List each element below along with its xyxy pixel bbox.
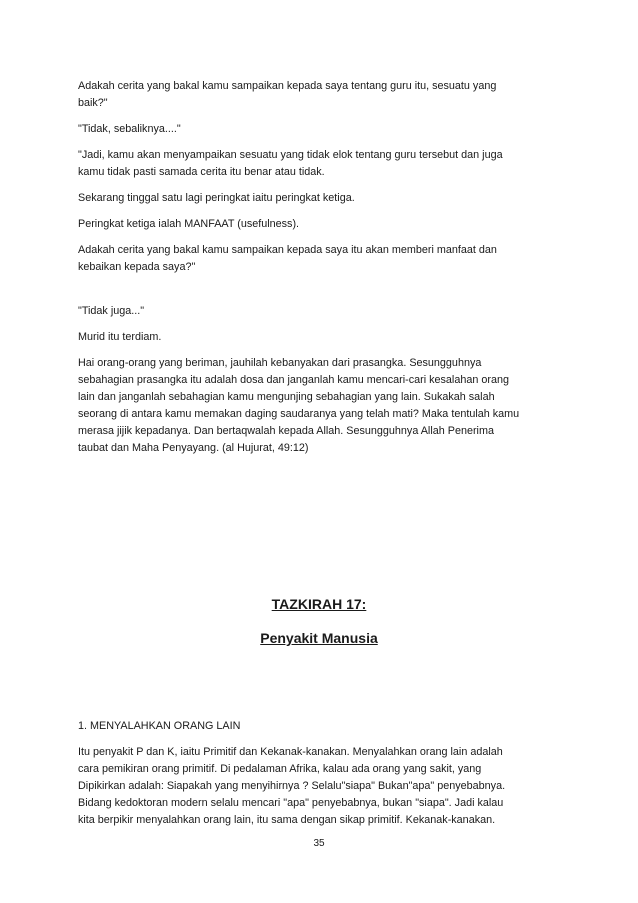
paragraph	[78, 242, 562, 276]
paragraph	[78, 744, 562, 829]
paragraph	[78, 355, 562, 457]
paragraph	[78, 718, 562, 735]
section-middle	[78, 303, 562, 457]
paragraph	[78, 303, 562, 320]
text-line: "Tidak juga..."	[78, 305, 145, 317]
paragraph	[78, 121, 562, 138]
page-number: 35	[313, 838, 325, 849]
paragraph	[78, 147, 562, 181]
text-line: Adakah cerita yang bakal kamu sampaikan kepada saya tentang guru itu, sesuatu yang	[78, 80, 497, 92]
text-line: Bidang kedoktoran modern selalu mencari "apa" penyebabnya, bukan "siapa". Jadi kalau	[78, 797, 504, 809]
text-line: Sekarang tinggal satu lagi peringkat iaitu peringkat ketiga.	[78, 192, 355, 204]
paragraph	[78, 329, 562, 346]
heading-block	[0, 596, 638, 646]
text-line: 1. MENYALAHKAN ORANG LAIN	[78, 720, 241, 732]
heading-subtitle: Penyakit Manusia	[260, 630, 378, 646]
text-line: taubat dan Maha Penyayang. (al Hujurat, 49:12)	[78, 442, 309, 454]
text-line: sebahagian prasangka itu adalah dosa dan janganlah kamu mencari-cari kesalahan orang	[78, 374, 509, 386]
text-line: Peringkat ketiga ialah MANFAAT (usefulness).	[78, 218, 300, 230]
text-line: kita berpikir menyalahkan orang lain, itu sama dengan sikap primitif. Kekanak-kanakan.	[78, 814, 496, 826]
text-line: kebaikan kepada saya?"	[78, 261, 196, 273]
text-line: Adakah cerita yang bakal kamu sampaikan kepada saya itu akan memberi manfaat dan	[78, 244, 497, 256]
paragraph	[78, 78, 562, 112]
heading-title: TAZKIRAH 17:	[271, 596, 367, 612]
text-line: lain dan janganlah sebahagian kamu mengunjing sebahagian yang lain. Sukakah salah	[78, 391, 495, 403]
text-line: seorang di antara kamu memakan daging saudaranya yang telah mati? Maka tentulah kamu	[78, 408, 520, 420]
paragraph	[78, 216, 562, 233]
text-line: kamu tidak pasti samada cerita itu benar atau tidak.	[78, 166, 325, 178]
text-line: cara pemikiran orang primitif. Di pedalaman Afrika, kalau ada orang yang sakit, yang	[78, 763, 482, 775]
text-line: "Jadi, kamu akan menyampaikan sesuatu yang tidak elok tentang guru tersebut dan juga	[78, 149, 503, 161]
text-line: Itu penyakit P dan K, iaitu Primitif dan Kekanak-kanakan. Menyalahkan orang lain adalah	[78, 746, 503, 758]
paragraph	[78, 190, 562, 207]
section-bottom	[78, 718, 562, 838]
text-line: Dipikirkan adalah: Siapakah yang menyihirnya ? Selalu"siapa" Bukan"apa" penyebabnya.	[78, 780, 506, 792]
text-line: baik?"	[78, 97, 108, 109]
text-line: Hai orang-orang yang beriman, jauhilah kebanyakan dari prasangka. Sesungguhnya	[78, 357, 482, 369]
text-line: Murid itu terdiam.	[78, 331, 162, 343]
text-line: merasa jijik kepadanya. Dan bertaqwalah kepada Allah. Sesungguhnya Allah Penerima	[78, 425, 494, 437]
spacer	[78, 285, 562, 303]
text-line: "Tidak, sebaliknya...."	[78, 123, 181, 135]
page-content	[78, 78, 562, 466]
section-top	[78, 78, 562, 276]
